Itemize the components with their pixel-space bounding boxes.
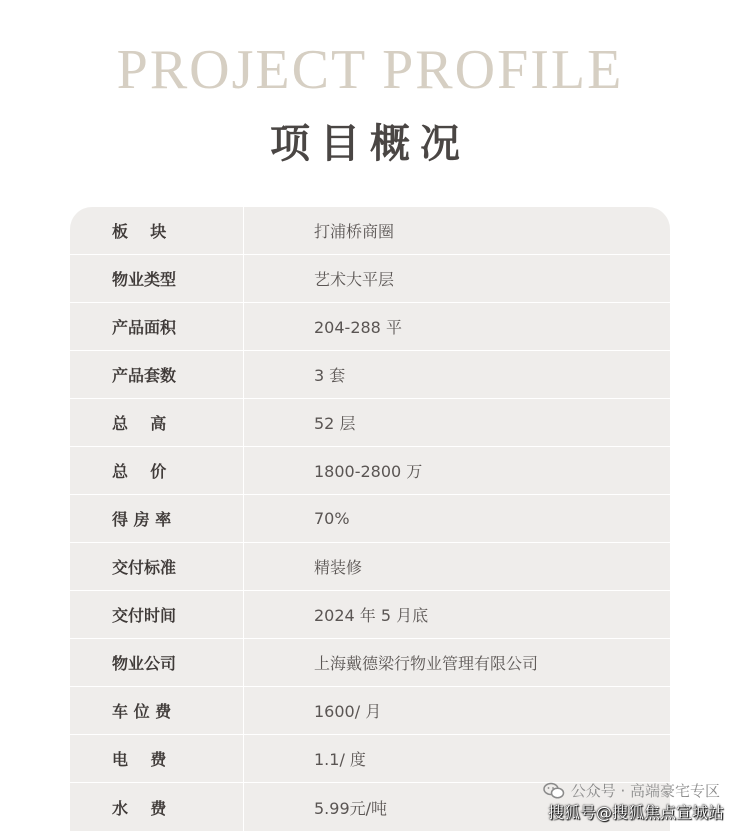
row-value: 1800-2800 万: [314, 462, 423, 481]
row-value: 204-288 平: [314, 318, 402, 337]
row-label: 得 房 率: [70, 495, 244, 542]
source-credit: 搜狐号@搜狐焦点宣城站: [547, 803, 724, 822]
row-value: 52 层: [314, 414, 356, 433]
row-label: 物业类型: [70, 255, 244, 302]
row-value: 2024 年 5 月底: [314, 606, 429, 625]
row-value: 上海戴德梁行物业管理有限公司: [314, 654, 539, 673]
table-row: [70, 591, 670, 639]
row-value: 打浦桥商圈: [314, 222, 395, 241]
row-label: 总 高: [70, 399, 244, 446]
row-label: 物业公司: [70, 639, 244, 686]
table-row: [70, 543, 670, 591]
project-info-table: [70, 207, 670, 831]
row-label: 产品面积: [70, 303, 244, 350]
table-row: [70, 351, 670, 399]
row-value: 5.99元/吨: [314, 798, 388, 818]
row-value: 1.1/ 度: [314, 750, 366, 769]
row-value: 精装修: [314, 558, 363, 577]
table-row: [70, 207, 670, 255]
account-watermark: [543, 780, 720, 801]
row-label: 电 费: [70, 735, 244, 782]
table-row: [70, 447, 670, 495]
table-row: [70, 399, 670, 447]
row-value: 3 套: [314, 366, 346, 385]
row-label: 产品套数: [70, 351, 244, 398]
row-label: 车 位 费: [70, 687, 244, 734]
row-value: 70%: [314, 509, 350, 528]
table-row: [70, 639, 670, 687]
wechat-icon: [543, 782, 565, 800]
project-profile-title-en: PROJECT PROFILE: [116, 39, 624, 101]
table-row: [70, 303, 670, 351]
table-row: [70, 687, 670, 735]
table-row: [70, 255, 670, 303]
row-value: 1600/ 月: [314, 702, 382, 721]
row-label: 总 价: [70, 447, 244, 494]
project-profile-title-cn: 项目概况: [270, 121, 470, 167]
watermark-text: 公众号 · 高端豪宅专区: [570, 782, 720, 800]
table-row: [70, 495, 670, 543]
row-label: 板 块: [70, 207, 244, 254]
row-label: 交付标准: [70, 543, 244, 590]
row-value: 艺术大平层: [314, 270, 395, 289]
row-label: 交付时间: [70, 591, 244, 638]
row-label: 水 费: [70, 783, 244, 831]
table-row: [70, 735, 670, 783]
